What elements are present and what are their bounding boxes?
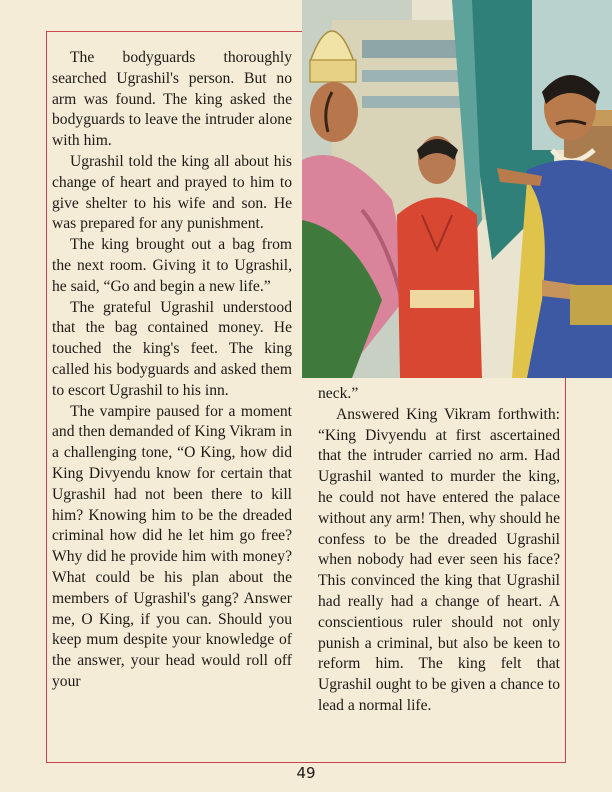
left-text-column — [52, 48, 292, 693]
paragraph: The king brought out a bag from the next room. Giving it to Ugrashil, he said, “Go and begin a new life.” — [52, 236, 292, 295]
paragraph: The grateful Ugrashil understood that the bag contained money. He touched the king's feet. The king called his bodyguards and asked them to escort Ugrashil to his inn. — [52, 298, 292, 399]
paragraph: Ugrashil told the king all about his change of heart and prayed to him to give shelter to his wife and son. He was prepared for any punishment. — [52, 152, 292, 233]
paragraph: neck.” — [318, 385, 359, 402]
story-illustration — [302, 0, 612, 378]
right-text-column — [318, 384, 560, 717]
paragraph: The vampire paused for a moment and then demanded of King Vikram in a challenging tone, “O King, how did King Divyendu know for certain that Ugrashil had not been there to kill him? Knowing him to be the dreaded criminal how did he let him go free? Why did he provide him with money? What could be his plan about the members of Ugrashil's gang? Answer me, O King, if you can. Should you keep mum despite your knowledge of the answer, your head would roll off your — [52, 402, 292, 690]
page-number: 49 — [296, 764, 316, 782]
paragraph: The bodyguards thoroughly searched Ugrashil's person. But no arm was found. The king asked the bodyguards to leave the intruder alone with him. — [52, 49, 292, 150]
paragraph: Answered King Vikram forthwith: “King Divyendu at first ascertained that the intruder carried no arm. Had Ugrashil wanted to murder the king, he could not have entered the palace without any arm! Then, why should he confess to be the dreaded Ugrashil when nobody had ever seen his face? This convinced the king that Ugrashil had really had a change of heart. A conscientious ruler should not only punish a criminal, but also be keen to reform him. The king felt that Ugrashil ought to be given a chance to lead a normal life. — [318, 405, 560, 714]
